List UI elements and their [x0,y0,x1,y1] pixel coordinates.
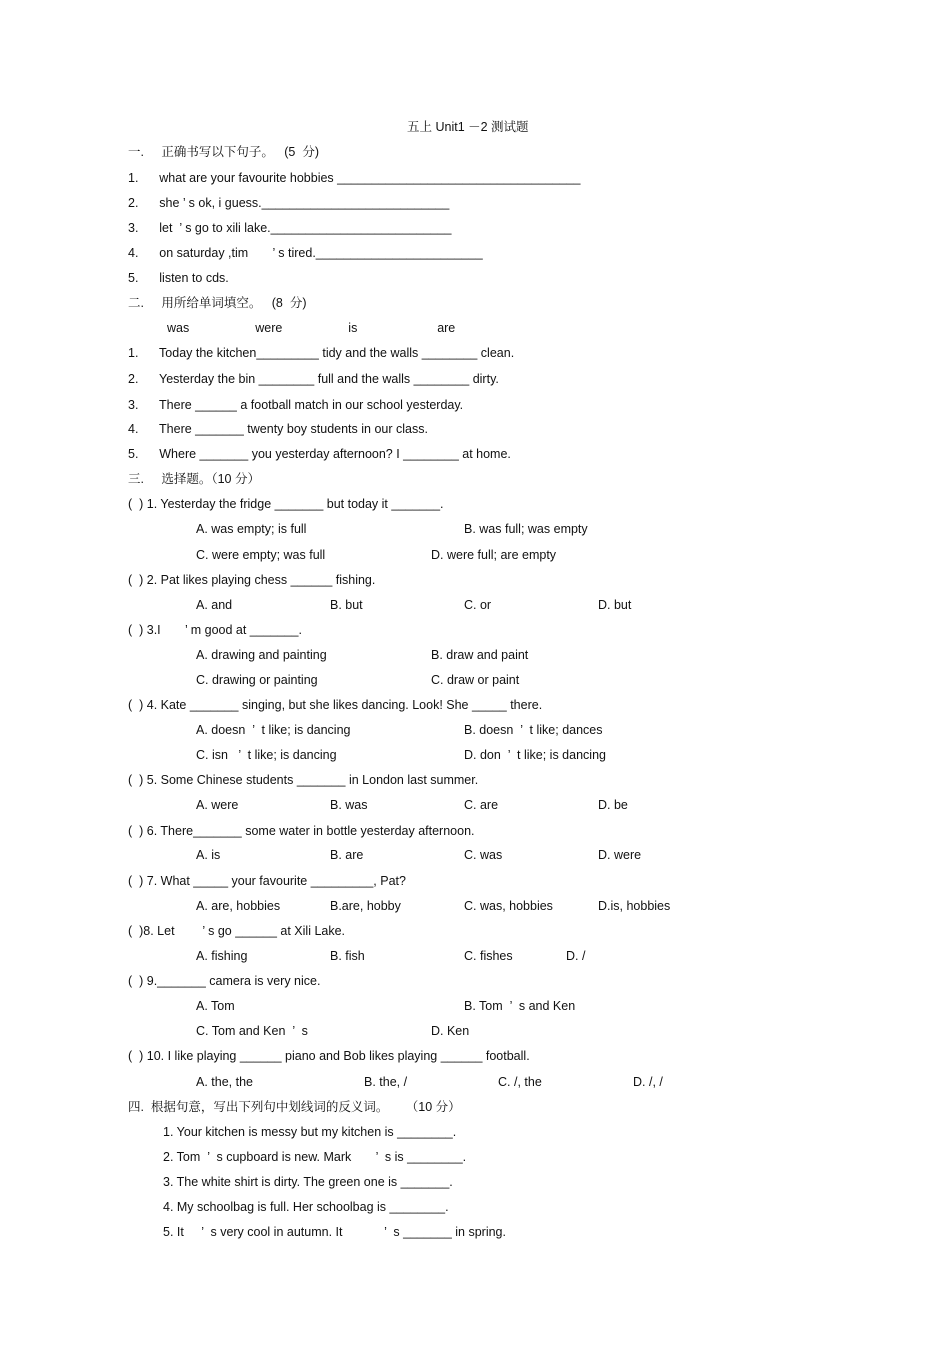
text-line: D.is, hobbies [598,899,671,913]
text-line: A. the, the [196,1075,253,1089]
text-line: D. were [598,848,642,862]
text-line: D. /, / [633,1075,663,1089]
text-line: 4. on saturday ,tim ’ s tired.________________________ [128,246,483,260]
text-line: B. was [330,798,368,812]
text-line: 三. 选择题。（10 分） [128,472,260,486]
text-line: 2. she ’ s ok, i guess.___________________________ [128,196,450,210]
text-line: ( ) 2. Pat likes playing chess ______ fishing. [128,573,376,587]
text-line: D. / [566,949,586,963]
text-line: A. fishing [196,949,248,963]
text-line: C. was [464,848,503,862]
text-line: 一. 正确书写以下句子。 (5 分) [128,145,319,159]
text-line: 3. let ’ s go to xili lake.__________________________ [128,221,452,235]
text-line: ( ) 1. Yesterday the fridge _______ but today it _______. [128,497,444,511]
text-line: C. draw or paint [431,673,520,687]
text-line: A. drawing and painting [196,648,327,662]
text-line: D. were full; are empty [431,548,557,562]
text-line: 1. what are your favourite hobbies ___________________________________ [128,171,581,185]
text-line: was were is are [167,321,456,335]
text-line: A. was empty; is full [196,522,307,536]
text-line: 4. My schoolbag is full. Her schoolbag is ________. [163,1200,449,1214]
text-line: B.are, hobby [330,899,401,913]
text-line: B. Tom ’ s and Ken [464,999,576,1013]
text-line: D. Ken [431,1024,470,1038]
text-line: C. are [464,798,499,812]
text-line: C. fishes [464,949,513,963]
text-line: C. isn ’ t like; is dancing [196,748,337,762]
text-line: D. don ’ t like; is dancing [464,748,606,762]
text-line: B. doesn ’ t like; dances [464,723,603,737]
text-line: C. /, the [498,1075,542,1089]
text-line: C. or [464,598,492,612]
text-line: 二. 用所给单词填空。 (8 分) [128,296,307,310]
text-line: 5. Where _______ you yesterday afternoon? I ________ at home. [128,447,511,461]
text-line: 1. Your kitchen is messy but my kitchen is ________. [163,1125,457,1139]
page-title: 五上 Unit1 －2 测试题 [407,120,529,134]
text-line: 5. It ’ s very cool in autumn. It ’ s _______ in spring. [163,1225,506,1239]
text-line: ( ) 9._______ camera is very nice. [128,974,321,988]
text-line: B. fish [330,949,365,963]
text-line: ( ) 4. Kate _______ singing, but she likes dancing. Look! She _____ there. [128,698,543,712]
text-line: B. was full; was empty [464,522,588,536]
text-line: C. Tom and Ken ’ s [196,1024,308,1038]
text-line: 1. Today the kitchen_________ tidy and the walls ________ clean. [128,346,515,360]
text-line: 5. listen to cds. [128,271,229,285]
text-line: D. be [598,798,628,812]
text-line: B. are [330,848,364,862]
text-line: B. the, / [364,1075,408,1089]
text-line: A. and [196,598,233,612]
text-line: 四. 根据句意，写出下列句中划线词的反义词。 （10 分） [128,1100,461,1114]
text-line: ( ) 10. I like playing ______ piano and Bob likes playing ______ football. [128,1049,530,1063]
text-line: ( )8. Let ’ s go ______ at Xili Lake. [128,924,346,938]
text-line: B. draw and paint [431,648,529,662]
text-line: 3. The white shirt is dirty. The green one is _______. [163,1175,453,1189]
text-line: ( ) 7. What _____ your favourite _________, Pat? [128,874,406,888]
text-line: A. is [196,848,221,862]
text-line: 2. Tom ’ s cupboard is new. Mark ’ s is ________. [163,1150,467,1164]
text-line: A. Tom [196,999,235,1013]
text-line: ( ) 5. Some Chinese students _______ in London last summer. [128,773,479,787]
text-line: A. were [196,798,239,812]
text-line: A. doesn ’ t like; is dancing [196,723,351,737]
text-line: ( ) 3.I ’ m good at _______. [128,623,302,637]
text-line: ( ) 6. There_______ some water in bottle yesterday afternoon. [128,824,475,838]
text-line: D. but [598,598,632,612]
text-line: C. was, hobbies [464,899,553,913]
text-line: 2. Yesterday the bin ________ full and the walls ________ dirty. [128,372,499,386]
text-line: 3. There ______ a football match in our school yesterday. [128,398,464,412]
text-line: A. are, hobbies [196,899,281,913]
text-line: C. drawing or painting [196,673,318,687]
text-line: 4. There _______ twenty boy students in our class. [128,422,428,436]
text-line: C. were empty; was full [196,548,326,562]
text-line: B. but [330,598,363,612]
